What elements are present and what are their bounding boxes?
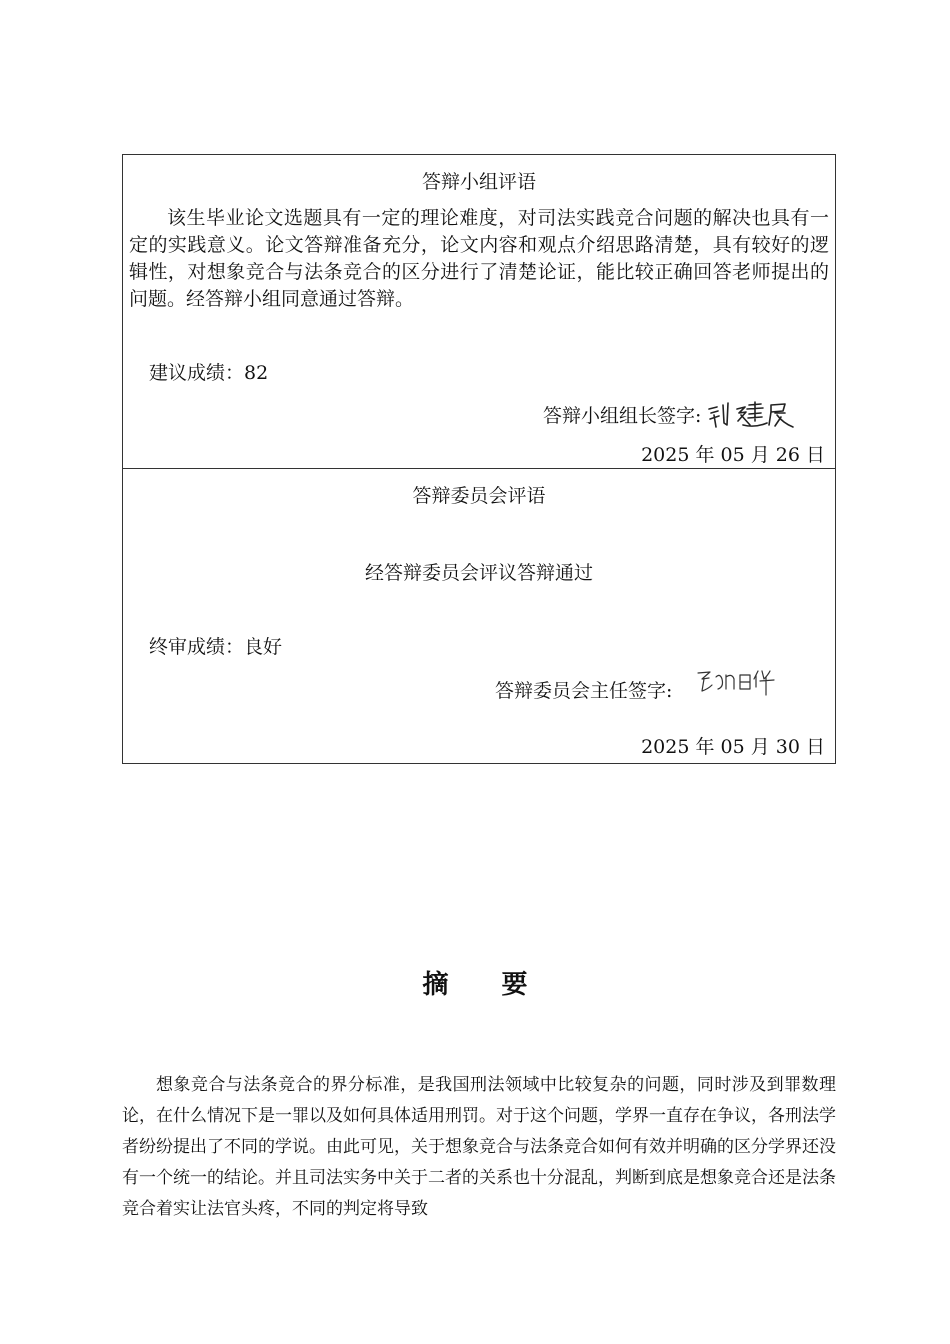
group-date: 2025 年 05 月 26 日 xyxy=(641,444,825,466)
committee-chair-signature xyxy=(694,665,790,699)
group-comment-title: 答辩小组评语 xyxy=(421,171,536,193)
evaluation-table xyxy=(122,154,836,764)
abstract-body: 想象竞合与法条竞合的界分标准，是我国刑法领域中比较复杂的问题，同时涉及到罪数理论，在什么情况下是一罪以及如何具体适用刑罚。对于这个问题，学界一直存在争议，各刑法学者纷纷提出了不同的学说。由此可见，关于想象竞合与法条竞合如何有效并明确的区分学界还没有一个统一的结论。并且司法实务中关于二者的关系也十分混乱，判断到底是想象竞合还是法条竞合着实让法官头疼，不同的判定将导致 xyxy=(122,1075,836,1219)
committee-chair-sign-label: 答辩委员会主任签字: xyxy=(495,680,673,702)
group-leader-signature xyxy=(705,399,797,433)
committee-comment-text: 经答辩委员会评议答辩通过 xyxy=(364,562,593,584)
defense-group-section xyxy=(123,155,835,469)
final-grade: 终审成绩：良好 xyxy=(149,636,283,658)
group-leader-sign-row xyxy=(543,399,797,433)
abstract-title: 摘 要 xyxy=(422,970,550,1000)
suggested-grade: 建议成绩：82 xyxy=(149,362,269,384)
group-comment-text: 该生毕业论文选题具有一定的理论难度，对司法实践竞合问题的解决也具有一定的实践意义。论文答辩准备充分，论文内容和观点介绍思路清楚，具有较好的逻辑性，对想象竞合与法条竞合的区分进行了清楚论证，能比较正确回答老师提出的问题。经答辩小组同意通过答辩。 xyxy=(129,207,829,310)
committee-comment-title: 答辩委员会评语 xyxy=(412,485,546,507)
group-leader-sign-label: 答辩小组组长签字: xyxy=(543,405,702,427)
defense-committee-section xyxy=(123,469,835,763)
committee-chair-sign-row xyxy=(495,679,790,703)
committee-date: 2025 年 05 月 30 日 xyxy=(641,736,825,758)
